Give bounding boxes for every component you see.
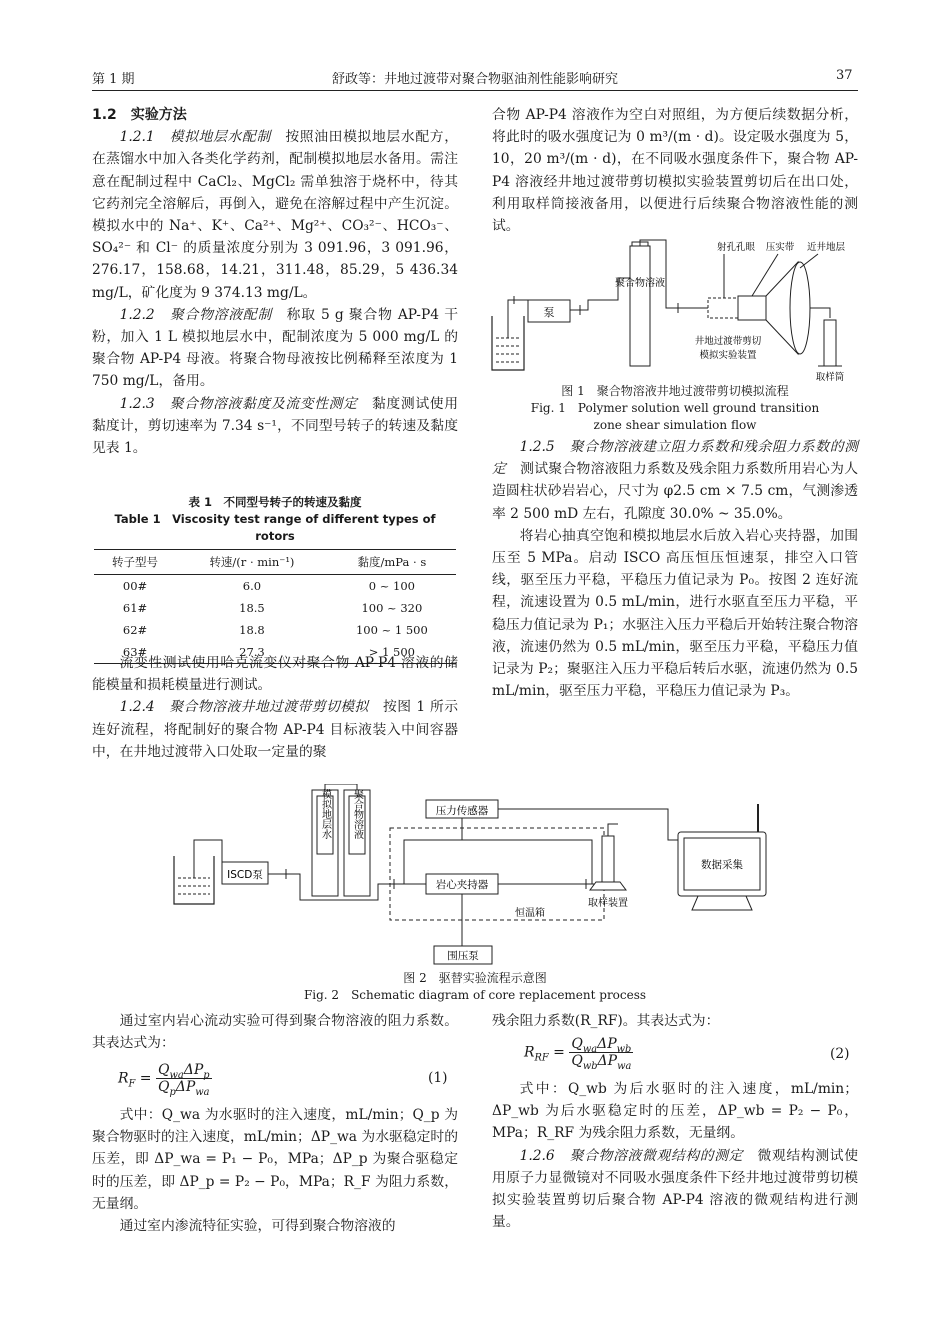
paragraph-variables: 式中：Q_wa 为水驱时的注入速度，mL/min；Q_p 为聚合物驱时的注入速度，mL/min；ΔP_wa 为水驱稳定时的压差，即 ΔP_wa = P₁ − P₀，MPa；ΔP_p 为聚合驱稳定时的压差，即 ΔP_p = P₂ − P₀，MPa；R_F 为阻力系数，无量纲。 xyxy=(92,1107,458,1212)
equation-2: $R_{RF}$ = $Q_{wa}\Delta P_{wb}$ $Q_{wb}\Delta P_{wa}$ xyxy=(524,1036,632,1072)
paragraph-continued: 合物 AP-P4 溶液作为空白对照组，为方便后续数据分析，将此时的吸水强度记为 0 m³/(m · d)。设定吸水强度为 5，10，20 m³/(m · d)，在不同吸水强度条件下，聚合物 AP-P4 溶液经井地过渡带剪切模拟实验装置剪切后在出口处，利用取样筒接液备用，以便进行后续聚合物溶液性能的测试。 xyxy=(492,107,858,235)
paragraph-seepage: 通过室内渗流特征实验，可得到聚合物溶液的 xyxy=(119,1218,396,1235)
equation-1-number: (1) xyxy=(428,1070,448,1086)
paragraph-text: 按照油田模拟地层水配方，在蒸馏水中加入各类化学药剂，配制模拟地层水备用。需注意在配制过程中 CaCl₂、MgCl₂ 需单独溶于烧杯中，待其它药剂完全溶解后，再倒入，避免在溶解过程中产生沉淀。模拟水中的 Na⁺、K⁺、Ca²⁺、Mg²⁺、CO₃²⁻、HCO₃⁻、SO₄²⁻ 和 Cl⁻ 的质量浓度分别为 3 091.96，3 091.96，276.17，158.68，14.21，311.48，85.29，5 436.34 mg/L，矿化度为 9 374.13 mg/L。 xyxy=(92,129,458,301)
holder-label: 岩心夹持器 xyxy=(435,879,489,891)
paragraph-text: 按图 1 所示连好流程，将配制好的聚合物 AP-P4 目标液装入中间容器中，在井地过渡带入口处取一定量的聚 xyxy=(92,699,458,760)
keyboard-icon xyxy=(692,896,752,910)
paragraph-1-2-6 xyxy=(492,1145,858,1234)
paragraph-1-2-4 xyxy=(92,696,458,763)
bottom-right-column xyxy=(492,1010,858,1032)
section-heading: 1.2 实验方法 xyxy=(92,107,187,123)
paragraph-text: 测试聚合物溶液阻力系数及残余阻力系数所用岩心为人造圆柱状砂岩岩心，尺寸为 φ2.5 cm × 7.5 cm，气测渗透率 2 500 mD 左右，孔隙度 30.0% ~ 35.0%。 xyxy=(492,461,859,522)
table-cell: 0 ~ 100 xyxy=(368,579,415,593)
left-column-lower xyxy=(92,652,458,763)
table-title-en: Table 1 Viscosity test range of different types of rotors xyxy=(114,512,436,543)
subsection-title: 1.2.1 模拟地层水配制 xyxy=(119,129,271,146)
caption-cn: 图 1 聚合物溶液井地过渡带剪切模拟流程 xyxy=(561,384,789,398)
paragraph-1-2-2 xyxy=(92,304,458,393)
bottom-left-column xyxy=(92,1010,458,1054)
subsection-title: 1.2.4 聚合物溶液井地过渡带剪切模拟 xyxy=(119,699,369,716)
table-cell: 100 ~ 320 xyxy=(361,601,423,615)
device-label-2: 模拟实验装置 xyxy=(699,350,757,361)
perforation-hole xyxy=(708,298,738,318)
table-row xyxy=(94,619,456,641)
table-cell: > 1 500 xyxy=(328,641,456,664)
polymer-label: 聚合物溶液 xyxy=(351,789,363,839)
table-cell: 63# xyxy=(94,641,176,664)
device-label-1: 井地过渡带剪切 xyxy=(694,336,762,347)
left-column xyxy=(92,104,458,459)
sensor-label: 压力传感器 xyxy=(435,805,489,817)
paragraph-text: 黏度测试使用黏度计，剪切速率为 7.34 s⁻¹，不同型号转子的转速及黏度见表 1。 xyxy=(92,395,458,457)
paragraph-1-2-5 xyxy=(492,436,858,525)
equation-2-number: (2) xyxy=(830,1046,850,1062)
caption-en-2: zone shear simulation flow xyxy=(593,418,757,432)
pump-label: 泵 xyxy=(543,306,555,319)
daq-label: 数据采集 xyxy=(701,859,743,871)
paragraph-1-2-1 xyxy=(92,126,458,304)
paragraph-variables-2: 式中：Q_wb 为后水驱时的注入速度，mL/min；ΔP_wb 为后水驱稳定时的压差，ΔP_wb = P₂ − P₀，MPa；R_RF 为残余阻力系数，无量纲。 xyxy=(492,1081,858,1142)
sampling-label: 取样装置 xyxy=(588,898,628,909)
table-cell: 6.0 xyxy=(242,579,262,593)
subsection-title: 1.2.6 聚合物溶液微观结构的测定 xyxy=(519,1147,744,1164)
near-label: 近井地层 xyxy=(806,242,846,253)
sampling-device xyxy=(590,882,626,890)
issue-number: 第 1 期 xyxy=(92,72,135,87)
paragraph-procedure: 将岩心抽真空饱和模拟地层水后放入岩心夹持器，加围压至 5 MPa。启动 ISCO 高压恒压恒速泵，排空入口管线，驱至压力平稳，平稳压力值记录为 P₀。按图 2 连好流程，流速设置为 0.5 mL/min，进行水驱直至压力平稳，平稳压力值记录为 P₁；水驱注入压力平稳后开始转注聚合物溶液，流速仍然为 0.5 mL/min，驱至压力平稳，平稳压力值记录为 P₂；聚驱注入压力平稳后转后水驱，流速仍然为 0.5 mL/min，驱至压力平稳，平稳压力值记录为 P₃。 xyxy=(492,527,858,700)
polymer-container xyxy=(630,246,650,366)
band-label: 压实带 xyxy=(765,242,795,253)
table-cell: 100 ~ 1 500 xyxy=(355,623,428,637)
figure-2-diagram xyxy=(168,784,788,970)
table-cell: 18.5 xyxy=(239,601,265,615)
compaction-band xyxy=(738,296,766,320)
paragraph-resistance: 通过室内岩心流动实验可得到聚合物溶液的阻力系数。其表达式为： xyxy=(92,1013,458,1052)
oven-label: 恒温箱 xyxy=(515,908,545,919)
caption-cn: 图 2 驱替实验流程示意图 xyxy=(403,971,547,985)
bottom-left-lower xyxy=(92,1104,458,1237)
table-row xyxy=(94,575,456,598)
table-cell: 27.3 xyxy=(176,641,328,664)
figure-1-diagram xyxy=(488,238,860,388)
water-label: 模拟地层水 xyxy=(319,789,331,839)
page-number: 37 xyxy=(836,68,853,83)
equation-1: $R_F$ = $Q_{wa}\Delta P_p$ $Q_p\Delta P_{wa}$ xyxy=(118,1062,210,1098)
table-cell: 61# xyxy=(122,601,148,615)
table-title-cn: 表 1 不同型号转子的转速及黏度 xyxy=(188,495,362,509)
caption-en: Fig. 2 Schematic diagram of core replacement process xyxy=(303,988,647,1002)
paragraph-1-2-3 xyxy=(92,393,458,460)
figure-1-caption xyxy=(492,383,858,434)
table-header: 黏度/mPa · s xyxy=(328,550,456,575)
table-cell: 00# xyxy=(122,579,148,593)
paragraph-text: 称取 5 g 聚合物 AP-P4 干粉，加入 1 L 模拟地层水中，配制浓度为 5 000 mg/L 的聚合物 AP-P4 母液。将聚合物母液按比例稀释至浓度为 1 750 mg/L，备用。 xyxy=(92,306,458,390)
container-label: 聚合物溶液 xyxy=(615,278,665,289)
near-well-ellipse xyxy=(790,262,810,354)
right-column-lower xyxy=(492,436,858,702)
table-row xyxy=(94,597,456,619)
figure-2-caption xyxy=(300,970,650,1004)
right-column xyxy=(492,104,858,237)
table-header: 转速/(r · min⁻¹) xyxy=(176,550,328,575)
subsection-title: 1.2.3 聚合物溶液黏度及流变性测定 xyxy=(119,395,358,412)
table-cell: 62# xyxy=(122,623,148,637)
sampler-tube xyxy=(824,320,836,366)
paragraph-rheology: 流变性测试使用哈克流变仪对聚合物 AP-P4 溶液的储能模量和损耗模量进行测试。 xyxy=(92,655,458,694)
running-title: 舒政等：井地过渡带对聚合物驱油剂性能影响研究 xyxy=(331,72,618,87)
table-header: 转子型号 xyxy=(94,550,176,575)
confine-label: 围压泵 xyxy=(447,950,479,962)
bottom-right-lower xyxy=(492,1078,858,1233)
sampler-label: 取样筒 xyxy=(815,372,845,383)
paragraph-residual: 残余阻力系数(R_RF)。其表达式为： xyxy=(492,1013,720,1029)
caption-en-1: Fig. 1 Polymer solution well ground transition xyxy=(530,401,820,415)
paragraph-text: 微观结构测试使用原子力显微镜对不同吸水强度条件下经井地过渡带剪切模拟实验装置剪切后聚合物 AP-P4 溶液的微观结构进行测量。 xyxy=(492,1147,859,1231)
table-cell: 18.8 xyxy=(239,623,265,637)
hole-label: 射孔孔眼 xyxy=(716,242,756,253)
header-rule xyxy=(92,90,858,91)
isco-label: ISCD泵 xyxy=(227,869,263,881)
table-1 xyxy=(94,494,456,664)
subsection-title: 1.2.5 聚合物溶液建立阻力系数和残余阻力系数的测定 xyxy=(492,439,858,478)
subsection-title: 1.2.2 聚合物溶液配制 xyxy=(119,306,273,323)
rotor-table xyxy=(94,549,456,664)
